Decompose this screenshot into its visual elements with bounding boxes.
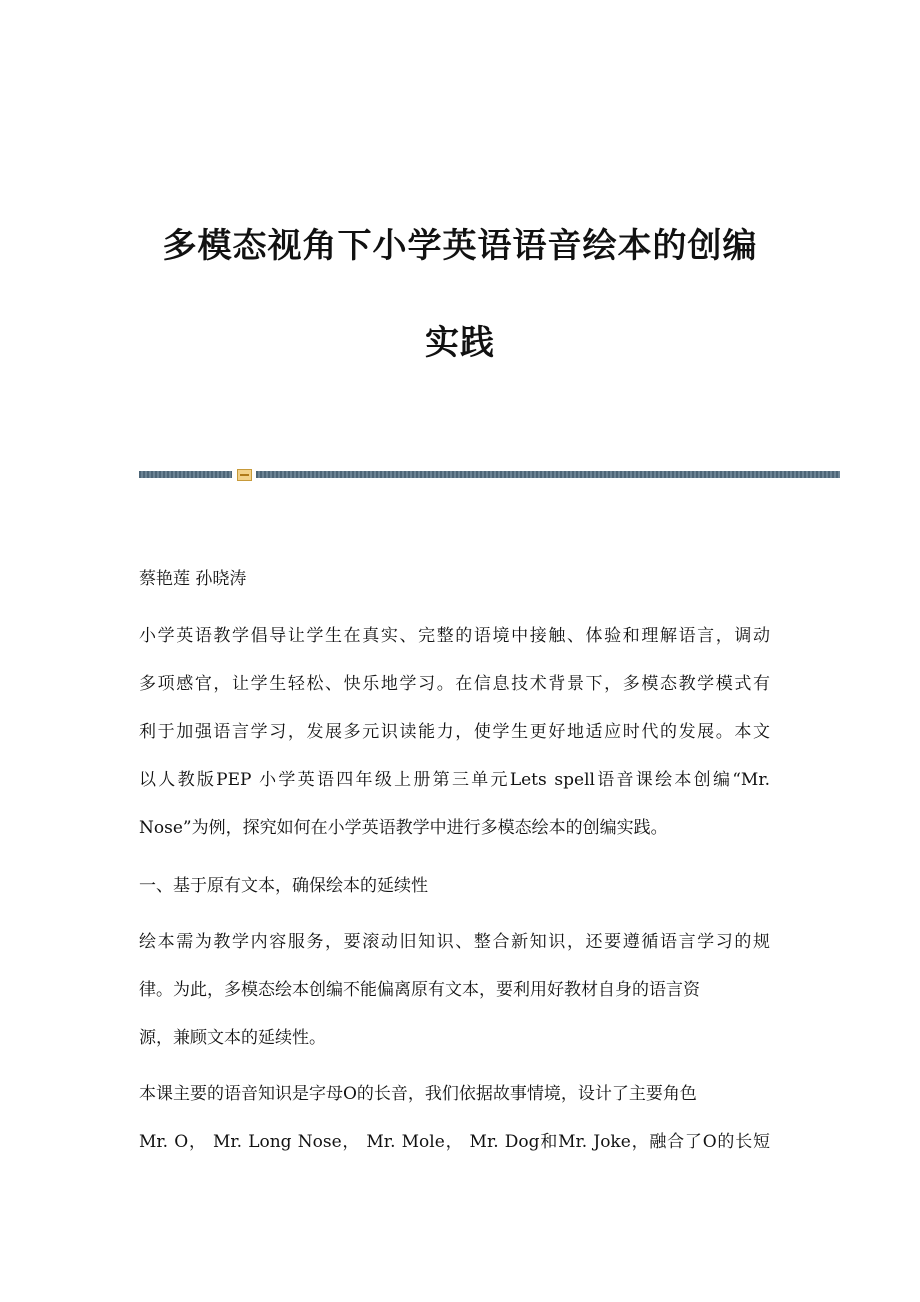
paragraph-line: 律。为此，多模态绘本创编不能偏离原有文本，要利用好教材自身的语言资 <box>139 980 700 1000</box>
paragraph-line: 小学英语教学倡导让学生在真实、完整的语境中接触、体验和理解语言，调动 <box>139 626 770 646</box>
title-divider <box>139 469 840 481</box>
document-title-line-2: 实践 <box>425 323 495 363</box>
paragraph-line: 多项感官，让学生轻松、快乐地学习。在信息技术背景下，多模态教学模式有 <box>139 674 770 694</box>
paragraph-line: 利于加强语言学习，发展多元识读能力，使学生更好地适应时代的发展。本文 <box>139 722 770 742</box>
paragraph-line: 本课主要的语音知识是字母O的长音，我们依据故事情境，设计了主要角色 <box>139 1084 697 1104</box>
paragraph-line: Nose”为例，探究如何在小学英语教学中进行多模态绘本的创编实践。 <box>139 818 668 838</box>
section-heading: 一、基于原有文本，确保绘本的延续性 <box>139 876 428 896</box>
divider-bar-left <box>139 471 232 478</box>
paragraph-line: 源，兼顾文本的延续性。 <box>139 1028 326 1048</box>
paragraph-line: 绘本需为教学内容服务，要滚动旧知识、整合新知识，还要遵循语言学习的规 <box>139 932 770 952</box>
authors: 蔡艳莲 孙晓涛 <box>139 569 247 589</box>
divider-bar-right <box>256 471 840 478</box>
paragraph-line: 以人教版PEP 小学英语四年级上册第三单元Lets spell语音课绘本创编“Mr. <box>139 770 770 790</box>
document-title-line-1: 多模态视角下小学英语语音绘本的创编 <box>162 226 758 266</box>
paragraph-line: Mr. O， Mr. Long Nose， Mr. Mole， Mr. Dog和Mr. Joke，融合了O的长短 <box>139 1132 770 1152</box>
divider-ornament-icon <box>237 469 252 481</box>
